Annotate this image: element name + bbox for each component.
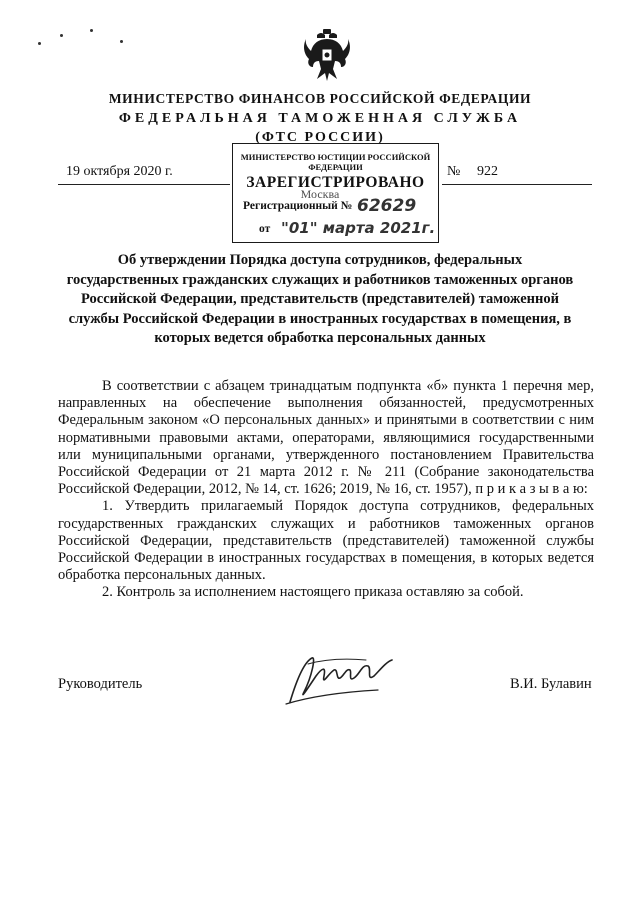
handwritten-signature	[282, 652, 400, 708]
stamp-reg-label: Регистрационный №	[243, 200, 353, 212]
coat-of-arms-emblem	[303, 27, 351, 83]
order-item-2: 2. Контроль за исполнением настоящего приказа оставляю за собой.	[102, 584, 524, 601]
ministry-name: МИНИСТЕРСТВО ФИНАНСОВ РОССИЙСКОЙ ФЕДЕРАЦИИ	[108, 91, 532, 106]
scan-speck	[90, 29, 93, 32]
order-number: 922	[477, 164, 498, 179]
signer-role: Руководитель	[58, 676, 143, 692]
stamp-title: ЗАРЕГИСТРИРОВАНО	[246, 174, 425, 191]
scan-speck	[38, 42, 41, 45]
service-abbreviation: (ФТС РОССИИ)	[255, 130, 385, 145]
stamp-date-label: от	[259, 223, 271, 235]
order-date: 19 октября 2020 г.	[66, 164, 173, 179]
number-underline	[442, 184, 592, 185]
document-body	[58, 378, 594, 602]
scan-speck	[60, 34, 63, 37]
stamp-reg-number: 62629	[357, 196, 417, 216]
stamp-date-value: "01" марта 2021г.	[281, 219, 436, 237]
order-number-label: №	[447, 164, 461, 179]
scan-speck	[120, 40, 123, 43]
document-title: Об утверждении Порядка доступа сотрудников, федеральных государственных гражданских служащих и работников таможенных органов Российской Федерации, представительств (представителей) таможенной службы Российской Федерации в иностранных государствах в помещения, в которых ведется обработка персональных данных	[66, 252, 574, 346]
stamp-header: МИНИСТЕРСТВО ЮСТИЦИИ РОССИЙСКОЙ ФЕДЕРАЦИИ	[240, 152, 431, 172]
order-item-1: 1. Утвердить прилагаемый Порядок доступа сотрудников, федеральных государственных гражданских служащих и работников таможенных органов Российской Федерации, представительств (представителей) таможенной службы Российской Федерации в иностранных государствах в помещения, в которых ведется обработка персональных данных.	[58, 498, 594, 584]
date-underline	[58, 184, 230, 185]
service-name: ФЕДЕРАЛЬНАЯ ТАМОЖЕННАЯ СЛУЖБА	[118, 111, 522, 126]
registration-stamp	[232, 143, 439, 243]
signer-name: В.И. Булавин	[510, 676, 592, 692]
city-name: Москва	[300, 187, 340, 201]
preamble-paragraph: В соответствии с абзацем тринадцатым подпункта «б» пункта 1 перечня мер, направленных на обеспечение выполнения обязанностей, предусмотренных Федеральным законом «О персональных данных» и принятыми в соответствии с ним нормативными правовыми актами, операторами, являющимися государственными или муниципальными органами, утвержденного постановлением Правительства Российской Федерации от 21 марта 2012 г. № 211 (Собрание законодательства Российской Федерации, 2012, № 14, ст. 1626; 2019, № 16, ст. 1957), п р и к а з ы в а ю:	[58, 378, 594, 498]
